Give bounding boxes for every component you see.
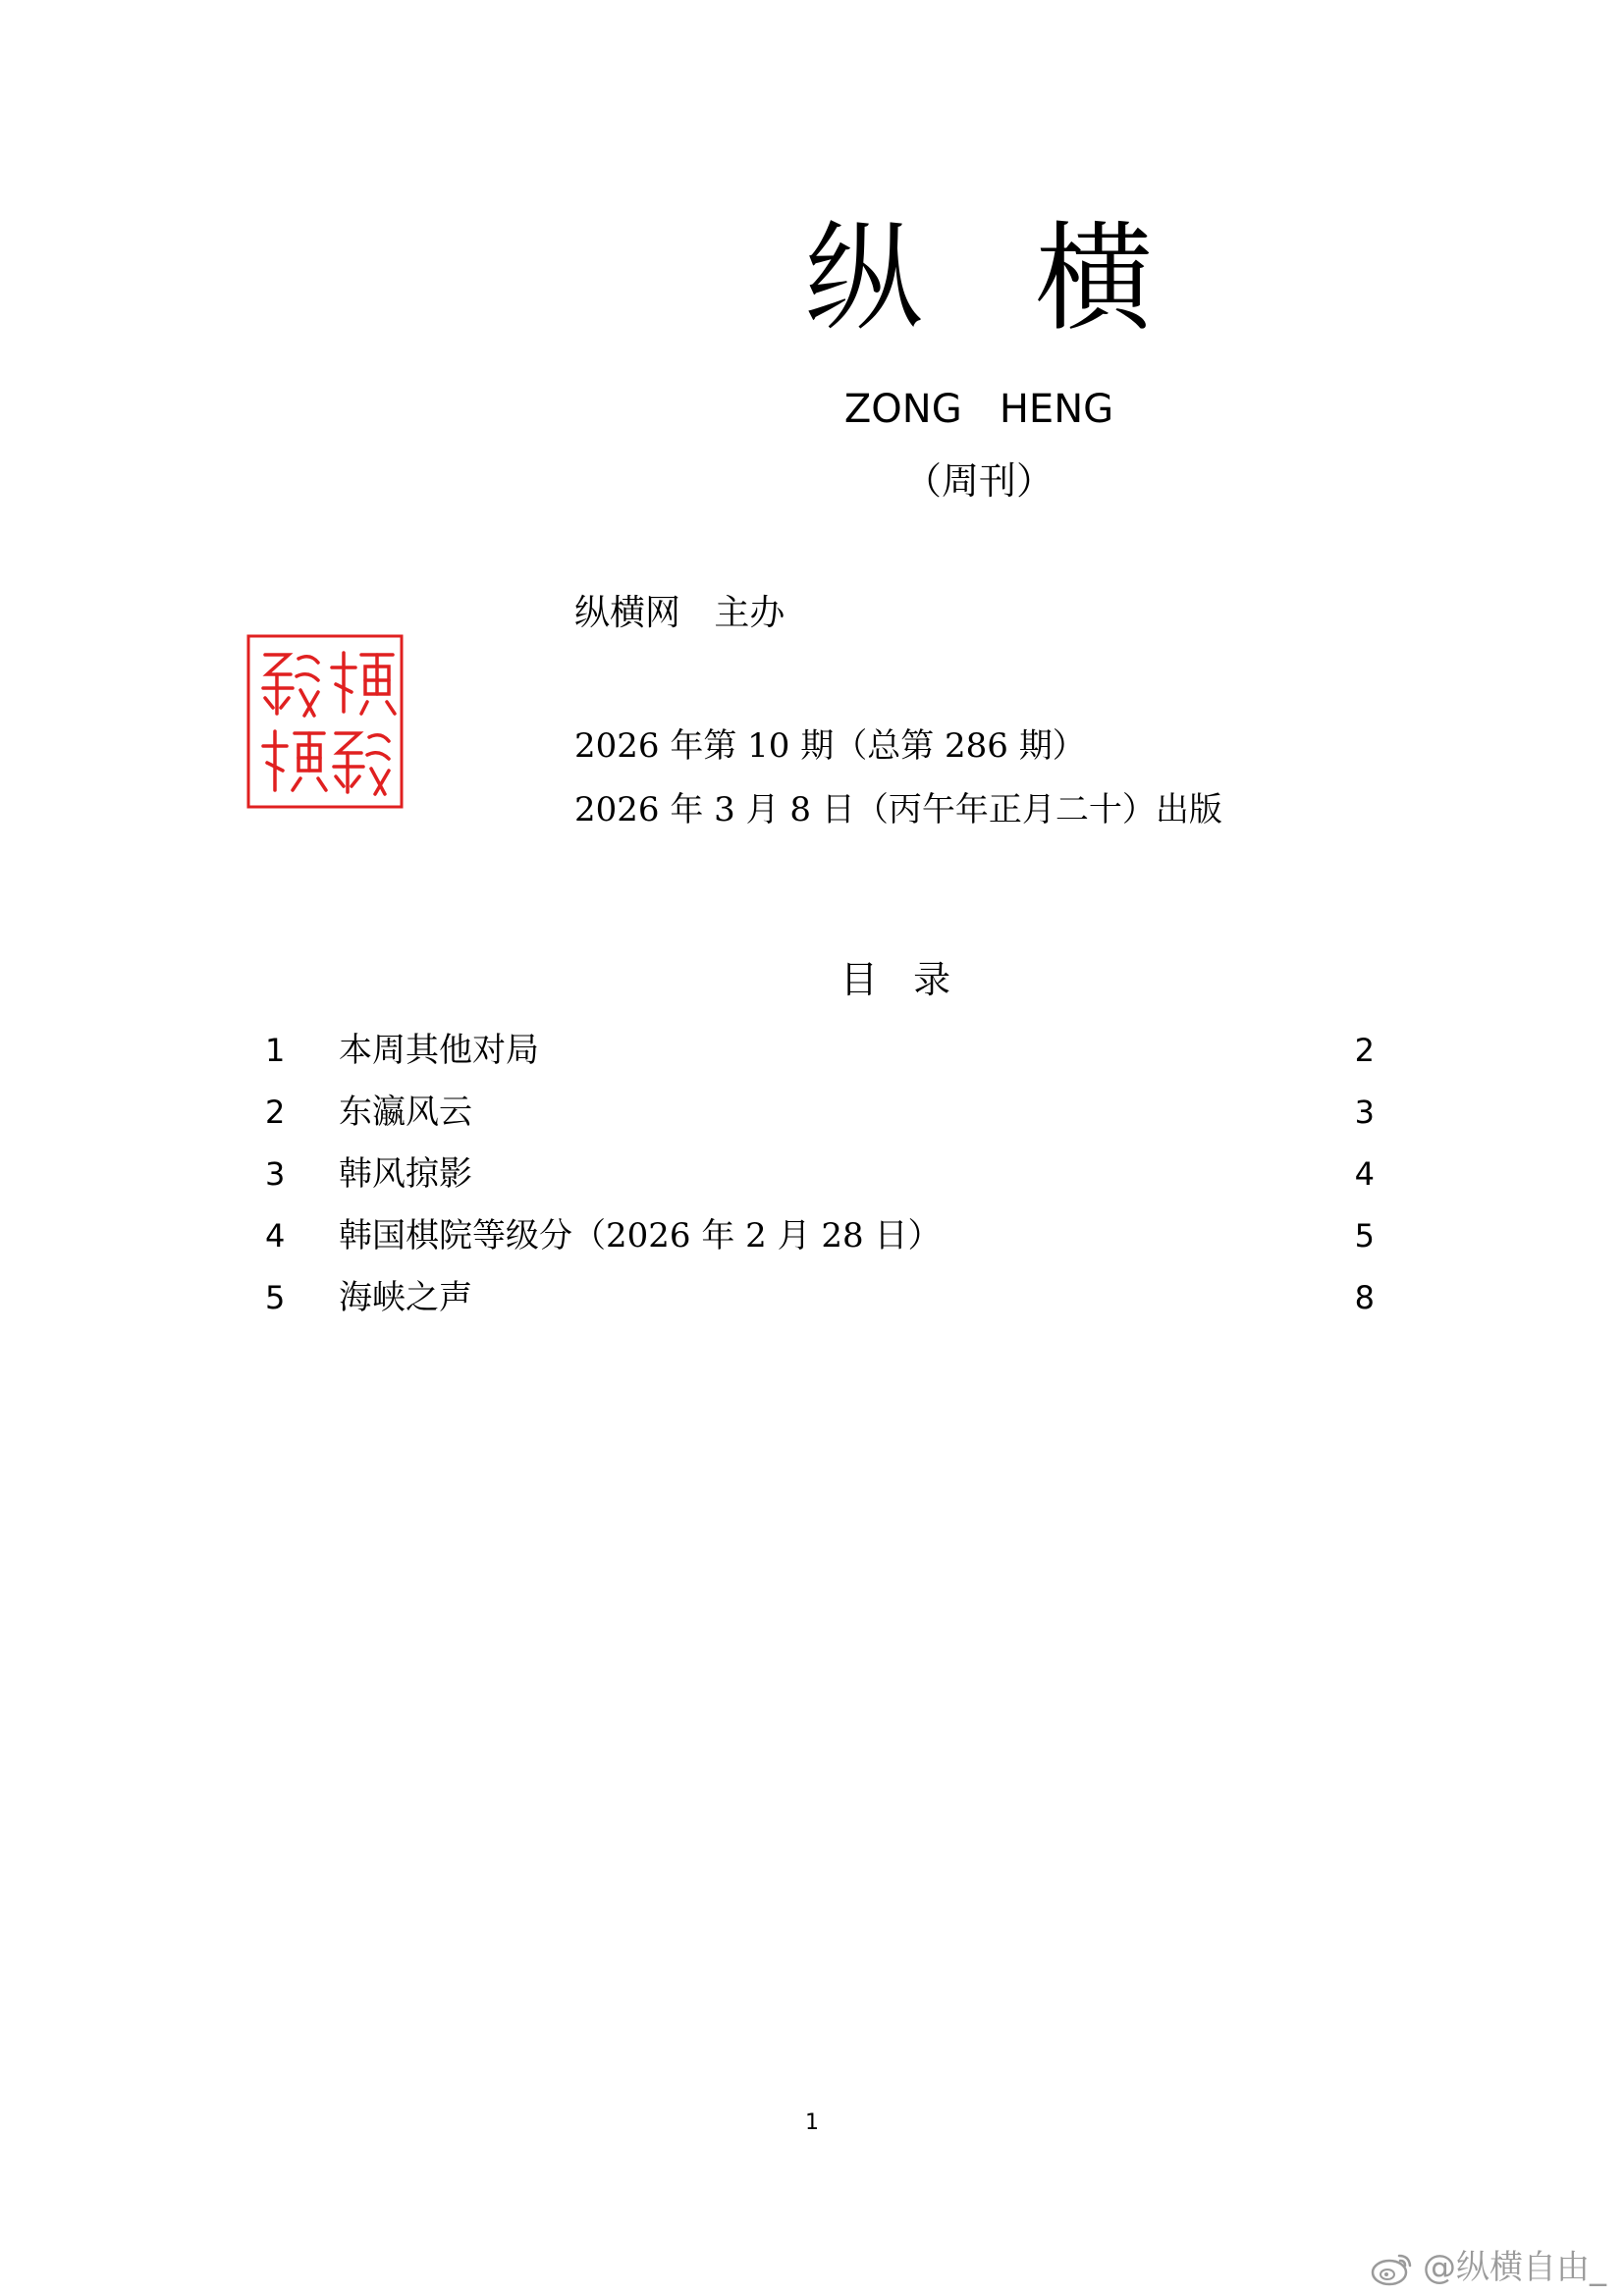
table-of-contents — [265, 1026, 1375, 1335]
toc-entry-number: 4 — [265, 1217, 286, 1255]
publication-frequency: （周刊） — [903, 459, 1054, 503]
toc-entry-number: 1 — [265, 1032, 286, 1069]
toc-entry-page: 8 — [1354, 1279, 1375, 1316]
toc-entry-number: 3 — [265, 1155, 286, 1193]
issue-number-line: 2026 年第 10 期（总第 286 期） — [574, 726, 1086, 766]
toc-entry-title: 韩风掠影 — [339, 1154, 472, 1194]
toc-entry-page: 4 — [1354, 1155, 1375, 1193]
seal-stamp — [245, 633, 405, 810]
toc-entry[interactable] — [265, 1273, 1375, 1335]
toc-entry-number: 5 — [265, 1279, 286, 1316]
publication-title: 纵 横 — [804, 211, 1154, 347]
page-number: 1 — [805, 2110, 819, 2135]
toc-entry[interactable] — [265, 1026, 1375, 1088]
watermark-text: @纵横自由_ — [1423, 2248, 1606, 2287]
toc-entry-page: 2 — [1354, 1032, 1375, 1069]
watermark — [1370, 2246, 1606, 2289]
toc-entry[interactable] — [265, 1088, 1375, 1149]
toc-entry-number: 2 — [265, 1094, 286, 1131]
toc-entry-page: 5 — [1354, 1217, 1375, 1255]
toc-entry-page: 3 — [1354, 1094, 1375, 1131]
toc-entry-title: 海峡之声 — [339, 1278, 472, 1317]
toc-entry-title: 韩国棋院等级分（2026 年 2 月 28 日） — [339, 1216, 942, 1255]
toc-entry[interactable] — [265, 1149, 1375, 1211]
toc-entry[interactable] — [265, 1211, 1375, 1273]
toc-entry-title: 本周其他对局 — [339, 1031, 539, 1070]
publication-date-line: 2026 年 3 月 8 日（丙午年正月二十）出版 — [574, 790, 1222, 829]
weibo-icon — [1370, 2248, 1415, 2287]
organizer-line: 纵横网 主办 — [574, 593, 785, 633]
toc-heading: 目 录 — [839, 958, 951, 1001]
toc-entry-title: 东瀛风云 — [339, 1093, 472, 1132]
publication-latin-title: ZONG HENG — [843, 387, 1114, 432]
